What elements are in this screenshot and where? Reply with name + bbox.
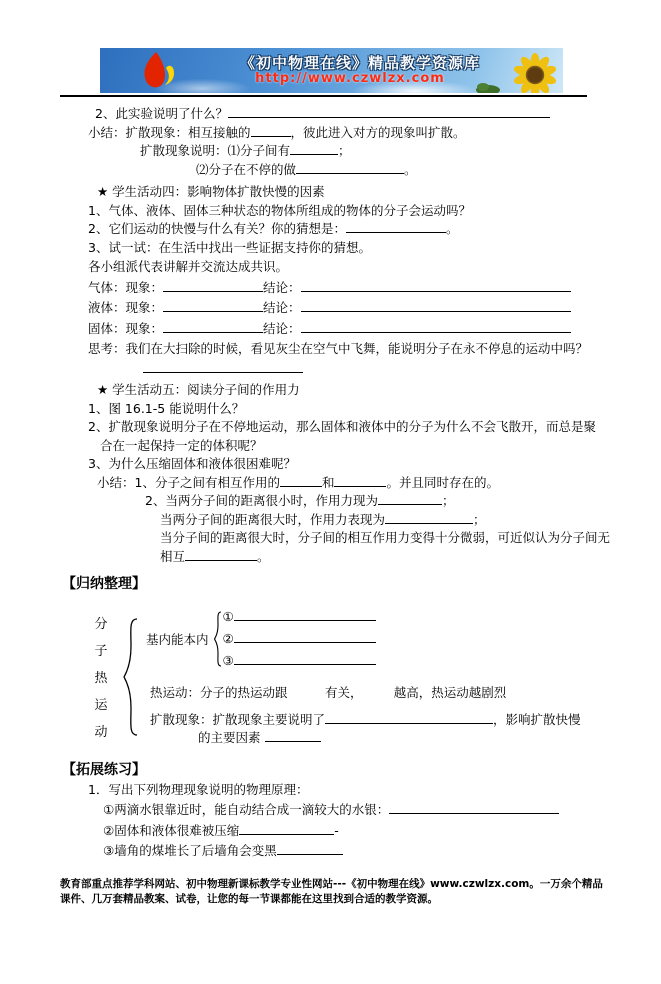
branch-diffusion-pre: 扩散现象：扩散现象主要说明了 bbox=[150, 711, 326, 727]
answer-blank bbox=[325, 712, 493, 724]
answer-blank bbox=[265, 730, 321, 742]
mutual-line bbox=[160, 548, 633, 567]
vlabel-char: 热 bbox=[94, 671, 108, 687]
big-brace bbox=[122, 617, 140, 737]
solid-mid: 结论： bbox=[263, 320, 301, 336]
summary-forces-post: 。并且同时存在的。 bbox=[386, 474, 499, 490]
liquid-mid: 结论： bbox=[263, 300, 301, 315]
header-divider bbox=[60, 95, 587, 97]
distance-small-pre: 2、当两分子间的距离很小时，作用力现为 bbox=[145, 493, 378, 508]
answer-blank bbox=[251, 125, 291, 137]
worksheet-page bbox=[0, 48, 661, 984]
answer-blank bbox=[143, 361, 303, 373]
mutual-pre: 相互 bbox=[160, 548, 186, 564]
exercise-item-1 bbox=[103, 800, 633, 821]
answer-blank bbox=[228, 106, 550, 118]
branch-thermal-motion: 热运动：分子的热运动跟 有关， 越高，热运动越剧烈 bbox=[150, 685, 507, 700]
exercise-heading: 【拓展练习】 bbox=[62, 761, 146, 778]
explain-1-post: ； bbox=[338, 143, 351, 158]
liquid-row bbox=[88, 298, 633, 319]
exercise-intro: 1．写出下列物理现象说明的物理原理： bbox=[88, 781, 309, 797]
answer-blank bbox=[334, 475, 386, 487]
distance-large-post: ； bbox=[473, 511, 486, 527]
distance-small-post: ； bbox=[441, 493, 455, 508]
answer-blank bbox=[301, 321, 571, 333]
answer-blank bbox=[277, 843, 343, 855]
explain-2-pre: ⑵分子在不停的做 bbox=[196, 161, 297, 177]
branch-basic-content bbox=[146, 606, 581, 672]
answer-blank bbox=[234, 631, 376, 643]
distance-small-line bbox=[145, 492, 633, 511]
summary-forces-mid: 和 bbox=[321, 474, 335, 490]
answer-blank bbox=[389, 802, 559, 814]
explain-1-line bbox=[140, 142, 633, 161]
numbered-blank-2 bbox=[223, 628, 376, 650]
circled-2: ② bbox=[222, 631, 234, 646]
distance-large-line bbox=[160, 511, 633, 530]
circled-1: ① bbox=[222, 609, 234, 624]
answer-blank bbox=[234, 653, 376, 665]
activity-4-q2 bbox=[88, 220, 633, 239]
question-2-line bbox=[95, 105, 633, 124]
branch-basic-content-label: 基内能本内 bbox=[146, 632, 209, 647]
banner-title: 《初中物理在线》精品教学资源库 bbox=[239, 54, 480, 72]
activity-4-q3: 3、试一试：在生活中找出一些证据支持你的猜想。 bbox=[88, 239, 371, 255]
answer-blank bbox=[163, 300, 263, 312]
numbered-blank-1 bbox=[223, 606, 376, 628]
summary-diffusion-post: ，彼此进入对方的现象叫扩散。 bbox=[290, 124, 466, 140]
activity-5-q2-line2: 合在一起保持一定的体积呢？ bbox=[100, 437, 263, 453]
answer-blank bbox=[163, 321, 263, 333]
answer-blank bbox=[346, 221, 446, 233]
answer-blank bbox=[185, 549, 257, 561]
gas-label: 气体：现象： bbox=[88, 279, 164, 295]
vlabel-char: 子 bbox=[94, 644, 108, 660]
numbered-blank-3 bbox=[223, 650, 376, 672]
activity-5-summary-line bbox=[97, 474, 633, 493]
think-answer-line bbox=[143, 360, 633, 379]
activity-4-q4: 各小组派代表讲解并交流达成共识。 bbox=[88, 259, 289, 274]
banner-url-link[interactable]: http://www.czwlzx.com bbox=[255, 71, 445, 86]
explain-1-pre: 扩散现象说明：⑴分子间有 bbox=[140, 143, 291, 158]
vlabel-char: 动 bbox=[94, 725, 108, 741]
summary-diffusion-pre: 小结：扩散现象：相互接触的 bbox=[88, 124, 251, 140]
gas-row bbox=[88, 278, 633, 299]
small-brace bbox=[213, 611, 223, 667]
summary-heading: 【归纳整理】 bbox=[62, 576, 146, 592]
site-banner bbox=[100, 48, 563, 93]
solid-label: 固体：现象： bbox=[88, 320, 164, 336]
branch-diffusion-factors-pre: 的主要因素 bbox=[198, 730, 261, 745]
activity-5-q3: 3、为什么压缩固体和液体很困难呢？ bbox=[88, 456, 296, 471]
exercise-item-2 bbox=[103, 821, 633, 842]
solid-row bbox=[88, 319, 633, 340]
think-question: 思考：我们在大扫除的时候，看见灰尘在空气中飞舞，能说明分子在永不停息的运动中吗？ bbox=[88, 341, 589, 356]
answer-blank bbox=[301, 300, 571, 312]
answer-blank bbox=[378, 493, 442, 505]
activity-5-title: ★ 学生活动五：阅读分子间的作用力 bbox=[97, 382, 300, 397]
summary-diagram bbox=[92, 606, 633, 748]
exercise-item-2-text: ②固体和液体很难被压缩 bbox=[103, 822, 240, 838]
summary-forces-pre: 小结：1、分子之间有相互作用的 bbox=[97, 474, 280, 490]
answer-blank bbox=[239, 823, 334, 835]
vertical-label-molecular-thermal-motion bbox=[92, 606, 110, 748]
question-2-text: 2、此实验说明了什么？ bbox=[95, 106, 228, 121]
answer-blank bbox=[301, 280, 571, 292]
answer-blank bbox=[163, 280, 263, 292]
vlabel-char: 运 bbox=[94, 698, 108, 714]
liquid-label: 液体：现象： bbox=[88, 300, 164, 315]
mutual-post: 。 bbox=[257, 548, 270, 564]
activity-4-q2-post: 。 bbox=[445, 221, 459, 236]
site-logo-icon bbox=[132, 49, 184, 92]
gas-mid: 结论： bbox=[263, 279, 301, 295]
answer-blank bbox=[385, 512, 473, 524]
activity-5-q1: 1、图 16.1-5 能说明什么？ bbox=[88, 400, 245, 416]
exercise-item-3 bbox=[103, 841, 633, 862]
exercise-item-2-post: - bbox=[334, 822, 339, 838]
branch-diffusion-post: ，影响扩散快慢 bbox=[493, 711, 581, 727]
answer-blank bbox=[234, 609, 376, 621]
answer-blank bbox=[296, 162, 404, 174]
explain-2-post: 。 bbox=[404, 161, 417, 177]
activity-5-q2-line1: 2、扩散现象说明分子在不停地运动，那么固体和液体中的分子为什么不会飞散开，而总是聚 bbox=[88, 419, 596, 434]
answer-blank bbox=[280, 475, 322, 487]
sunflower-icon bbox=[497, 48, 563, 93]
answer-blank bbox=[290, 143, 338, 155]
distance-weak-line: 当分子间的距离很大时，分子间的相互作用力变得十分微弱，可近似认为分子间无 bbox=[160, 530, 611, 545]
exercise-item-1-text: ①两滴水银靠近时，能自动结合成一滴较大的水银： bbox=[103, 802, 390, 817]
exercise-item-3-text: ③墙角的煤堆长了后墙角会变黑 bbox=[103, 843, 277, 858]
explain-2-line bbox=[196, 161, 633, 180]
activity-4-q2-pre: 2、它们运动的快慢与什么有关？你的猜想是： bbox=[88, 221, 346, 236]
footer-promo-text: 教育部重点推荐学科网站、初中物理新课标教学专业性网站---《初中物理在线》www.czwlzx.com。一万余个精品课件、几万套精品教案、试卷，让您的每一节课都能在这里找到合适的教学资源。 bbox=[60, 877, 603, 905]
activity-4-q1: 1、气体、液体、固体三种状态的物体所组成的物体的分子会运动吗？ bbox=[88, 202, 471, 218]
activity-4-title: ★ 学生活动四：影响物体扩散快慢的因素 bbox=[97, 184, 325, 199]
branch-diffusion-factors bbox=[198, 729, 581, 748]
branch-diffusion bbox=[150, 711, 581, 730]
distance-large-pre: 当两分子间的距离很大时，作用力表现为 bbox=[160, 511, 386, 527]
circled-3: ③ bbox=[222, 653, 234, 668]
vlabel-char: 分 bbox=[94, 617, 108, 633]
summary-diffusion-line bbox=[88, 124, 633, 143]
